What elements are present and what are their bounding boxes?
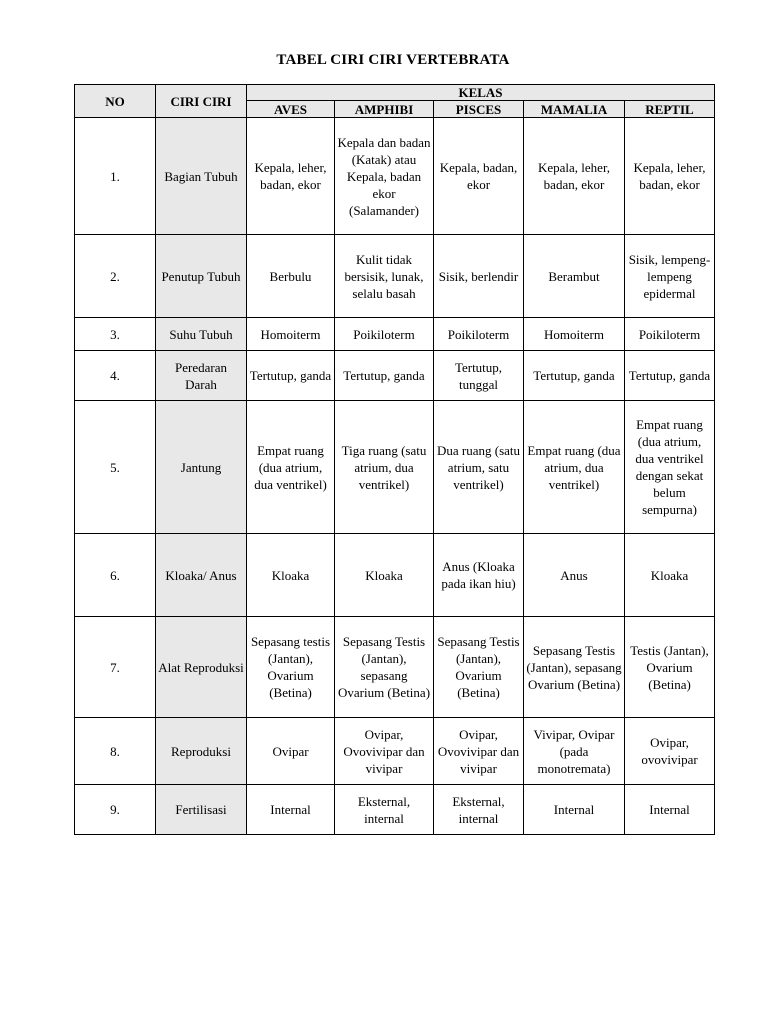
header-class-aves: AVES: [247, 101, 335, 118]
cell-pisces: Poikiloterm: [434, 318, 524, 351]
cell-reptil: Poikiloterm: [625, 318, 715, 351]
table-row: [75, 118, 715, 235]
header-class-mamalia: MAMALIA: [524, 101, 625, 118]
cell-aves: Internal: [247, 785, 335, 835]
cell-mamalia: Anus: [524, 534, 625, 617]
row-number: 6.: [75, 534, 156, 617]
cell-amphibi: Kulit tidak bersisik, lunak, selalu basah: [335, 235, 434, 318]
table-row: [75, 617, 715, 718]
row-characteristic: Reproduksi: [156, 718, 247, 785]
cell-pisces: Ovipar, Ovovivipar dan vivipar: [434, 718, 524, 785]
cell-reptil: Kepala, leher, badan, ekor: [625, 118, 715, 235]
table-title: TABEL CIRI CIRI VERTEBRATA: [276, 52, 510, 68]
row-characteristic: Penutup Tubuh: [156, 235, 247, 318]
cell-pisces: Sepasang Testis (Jantan), Ovarium (Betina): [434, 617, 524, 718]
cell-mamalia: Kepala, leher, badan, ekor: [524, 118, 625, 235]
row-characteristic: Peredaran Darah: [156, 351, 247, 401]
row-characteristic: Alat Reproduksi: [156, 617, 247, 718]
row-number: 7.: [75, 617, 156, 718]
cell-amphibi: Ovipar, Ovovivipar dan vivipar: [335, 718, 434, 785]
cell-aves: Ovipar: [247, 718, 335, 785]
cell-mamalia: Berambut: [524, 235, 625, 318]
cell-aves: Kepala, leher, badan, ekor: [247, 118, 335, 235]
cell-reptil: Tertutup, ganda: [625, 351, 715, 401]
table-row: [75, 534, 715, 617]
cell-aves: Sepasang testis (Jantan), Ovarium (Betina): [247, 617, 335, 718]
header-class-amphibi: AMPHIBI: [335, 101, 434, 118]
cell-aves: Empat ruang (dua atrium, dua ventrikel): [247, 401, 335, 534]
table-row: [75, 718, 715, 785]
cell-mamalia: Sepasang Testis (Jantan), sepasang Ovarium (Betina): [524, 617, 625, 718]
table-row: [75, 235, 715, 318]
cell-aves: Homoiterm: [247, 318, 335, 351]
header-class-reptil: REPTIL: [625, 101, 715, 118]
header-ciri-ciri: CIRI CIRI: [156, 85, 247, 118]
row-characteristic: Bagian Tubuh: [156, 118, 247, 235]
cell-aves: Berbulu: [247, 235, 335, 318]
table-row: [75, 785, 715, 835]
row-characteristic: Fertilisasi: [156, 785, 247, 835]
cell-pisces: Tertutup, tunggal: [434, 351, 524, 401]
cell-aves: Tertutup, ganda: [247, 351, 335, 401]
vertebrata-table: [74, 84, 715, 835]
cell-mamalia: Empat ruang (dua atrium, dua ventrikel): [524, 401, 625, 534]
row-characteristic: Suhu Tubuh: [156, 318, 247, 351]
cell-mamalia: Tertutup, ganda: [524, 351, 625, 401]
row-number: 2.: [75, 235, 156, 318]
cell-reptil: Testis (Jantan), Ovarium (Betina): [625, 617, 715, 718]
table-row: [75, 401, 715, 534]
table-row: [75, 318, 715, 351]
cell-reptil: Kloaka: [625, 534, 715, 617]
cell-amphibi: Kloaka: [335, 534, 434, 617]
cell-pisces: Kepala, badan, ekor: [434, 118, 524, 235]
cell-amphibi: Tiga ruang (satu atrium, dua ventrikel): [335, 401, 434, 534]
cell-amphibi: Eksternal, internal: [335, 785, 434, 835]
cell-mamalia: Homoiterm: [524, 318, 625, 351]
cell-mamalia: Vivipar, Ovipar (pada monotremata): [524, 718, 625, 785]
cell-pisces: Dua ruang (satu atrium, satu ventrikel): [434, 401, 524, 534]
row-number: 4.: [75, 351, 156, 401]
cell-reptil: Ovipar, ovovivipar: [625, 718, 715, 785]
cell-amphibi: Tertutup, ganda: [335, 351, 434, 401]
row-number: 3.: [75, 318, 156, 351]
row-number: 5.: [75, 401, 156, 534]
cell-pisces: Eksternal, internal: [434, 785, 524, 835]
cell-aves: Kloaka: [247, 534, 335, 617]
row-characteristic: Kloaka/ Anus: [156, 534, 247, 617]
cell-reptil: Sisik, lempeng-lempeng epidermal: [625, 235, 715, 318]
row-number: 1.: [75, 118, 156, 235]
cell-amphibi: Poikiloterm: [335, 318, 434, 351]
header-kelas: KELAS: [247, 85, 715, 101]
cell-mamalia: Internal: [524, 785, 625, 835]
row-number: 8.: [75, 718, 156, 785]
header-no: NO: [75, 85, 156, 118]
cell-amphibi: Sepasang Testis (Jantan), sepasang Ovarium (Betina): [335, 617, 434, 718]
cell-pisces: Anus (Kloaka pada ikan hiu): [434, 534, 524, 617]
cell-reptil: Internal: [625, 785, 715, 835]
row-characteristic: Jantung: [156, 401, 247, 534]
cell-pisces: Sisik, berlendir: [434, 235, 524, 318]
cell-amphibi: Kepala dan badan (Katak) atau Kepala, badan ekor (Salamander): [335, 118, 434, 235]
cell-reptil: Empat ruang (dua atrium, dua ventrikel dengan sekat belum sempurna): [625, 401, 715, 534]
row-number: 9.: [75, 785, 156, 835]
header-class-pisces: PISCES: [434, 101, 524, 118]
table-row: [75, 351, 715, 401]
